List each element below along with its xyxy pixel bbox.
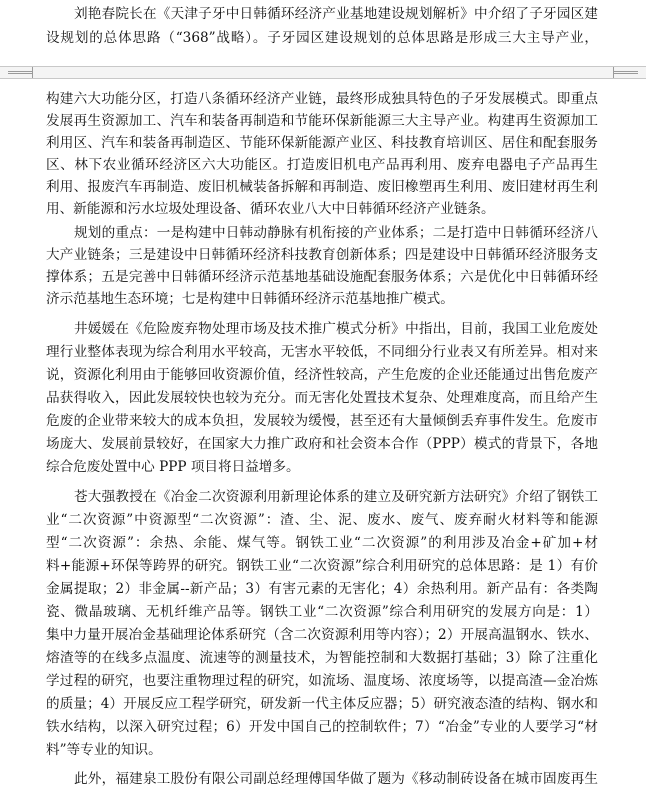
text-line: 区、林下农业循环经济区六大功能区。打造废旧机电产品再利用、废弃电器电子产品再生 xyxy=(46,157,598,173)
text-line: 设规划的总体思路（“368”战略）。子牙园区建设规划的总体思路是形成三大主导产业， xyxy=(46,30,598,46)
text-line: 综合危废处置中心 PPP 项目将日益增多。 xyxy=(46,459,300,475)
text-line: 济示范基地生态环境；七是构建中日韩循环经济示范基地推广模式。 xyxy=(46,291,454,307)
text-line: 用、新能源和污水垃圾处理设备、循环农业八大中日韩循环经济产业链条。 xyxy=(46,201,495,217)
text-line: 品获得收入，因此发展较快也较为充分。而无害化处置技术复杂、处理难度高，而且给产生 xyxy=(46,390,598,406)
text-line: 苍大强教授在《冶金二次资源利用新理论体系的建立及研究新方法研究》介绍了钢铁工 xyxy=(74,489,598,505)
text-line: 料+能源+环保等跨界的研究。钢铁工业“二次资源”综合利用研究的总体思路：是 1）有价 xyxy=(46,558,598,574)
page-corner-mark xyxy=(8,71,33,78)
page-break xyxy=(0,66,646,79)
text-line: 井媛媛在《危险废弃物处理市场及技术推广模式分析》中指出，目前，我国工业危废处 xyxy=(74,321,598,337)
text-line: 熔渣等的在线多点温度、流速等的测量技术，为智能控制和大数据打基础；3）除了注重化 xyxy=(46,650,598,666)
text-line: 撑体系；五是完善中日韩循环经济示范基地基础设施配套服务体系；六是优化中日韩循环经 xyxy=(46,269,598,285)
text-line: 利用、报废汽车再制造、废旧机械装备拆解和再制造、废旧橡塑再生利用、废旧建材再生利 xyxy=(46,179,598,195)
text-line: 金属提取；2）非金属--新产品；3）有害元素的无害化；4）余热利用。新产品有：各类陶 xyxy=(46,581,598,597)
text-line: 料”等专业的知识。 xyxy=(46,742,162,758)
text-line: 的质量；4）开展反应工程学研究，研发新一代主体反应器；5）研究液态渣的结构、钢水和 xyxy=(46,696,598,712)
text-line: 理行业整体表现为综合利用水平较高，无害水平较低，不同细分行业表又有所差异。相对来 xyxy=(46,344,598,360)
text-line: 学过程的研究，也要注重物理过程的研究，如流场、温度场、浓度场等，以提高渣—金冶炼 xyxy=(46,673,598,689)
text-line: 发展再生资源加工、汽车和装备再制造和节能环保新能源三大主导产业。构建再生资源加工 xyxy=(46,113,598,129)
text-line: 规划的重点：一是构建中日韩动静脉有机衔接的产业体系；二是打造中日韩循环经济八 xyxy=(74,225,598,241)
text-line: 说，资源化利用由于能够回收资源价值，经济性较高，产生危废的企业还能通过出售危废产 xyxy=(46,367,598,383)
text-line: 利用区、汽车和装备再制造区、节能环保新能源产业区、科技教育培训区、居住和配套服务 xyxy=(46,135,598,151)
text-line: 大产业链条；三是建设中日韩循环经济科技教育创新体系；四是建设中日韩循环经济服务支 xyxy=(46,247,598,263)
text-line: 场庞大、发展前景较好，在国家大力推广政府和社会资本合作（PPP）模式的背景下，各地 xyxy=(46,436,598,452)
text-line: 集中力量开展冶金基础理论体系研究（含二次资源利用等内容）；2）开展高温钢水、铁水、 xyxy=(46,627,598,643)
text-line: 刘艳春院长在《天津子牙中日韩循环经济产业基地建设规划解析》中介绍了子牙园区建 xyxy=(74,6,598,22)
page-corner-mark xyxy=(613,71,638,78)
text-line: 构建六大功能分区，打造八条循环经济产业链，最终形成独具特色的子牙发展模式。即重点 xyxy=(46,91,598,107)
text-line: 铁水结构，以深入研究过程；6）开发中国自己的控制软件；7）“冶金”专业的人要学习“材 xyxy=(46,719,598,735)
top-paragraph xyxy=(46,0,598,54)
text-line: 业“二次资源”中资源型“二次资源”：渣、尘、泥、废水、废气、废弃耐火材料等和能源 xyxy=(46,512,598,528)
document-body xyxy=(46,87,598,801)
text-line: 瓷、微晶玻璃、无机纤维产品等。钢铁工业“二次资源”综合利用研究的发展方向是：1） xyxy=(46,604,598,620)
text-line: 危废的企业带来较大的成本负担，发展较为缓慢，甚至还有大量倾倒丢弃事件发生。危废市 xyxy=(46,413,598,429)
text-line: 型“二次资源”：余热、余能、煤气等。钢铁工业“二次资源”的利用涉及冶金+矿加+材 xyxy=(46,535,598,551)
text-line: 此外，福建泉工股份有限公司副总经理傅国华做了题为《移动制砖设备在城市固废再生 xyxy=(74,771,598,787)
